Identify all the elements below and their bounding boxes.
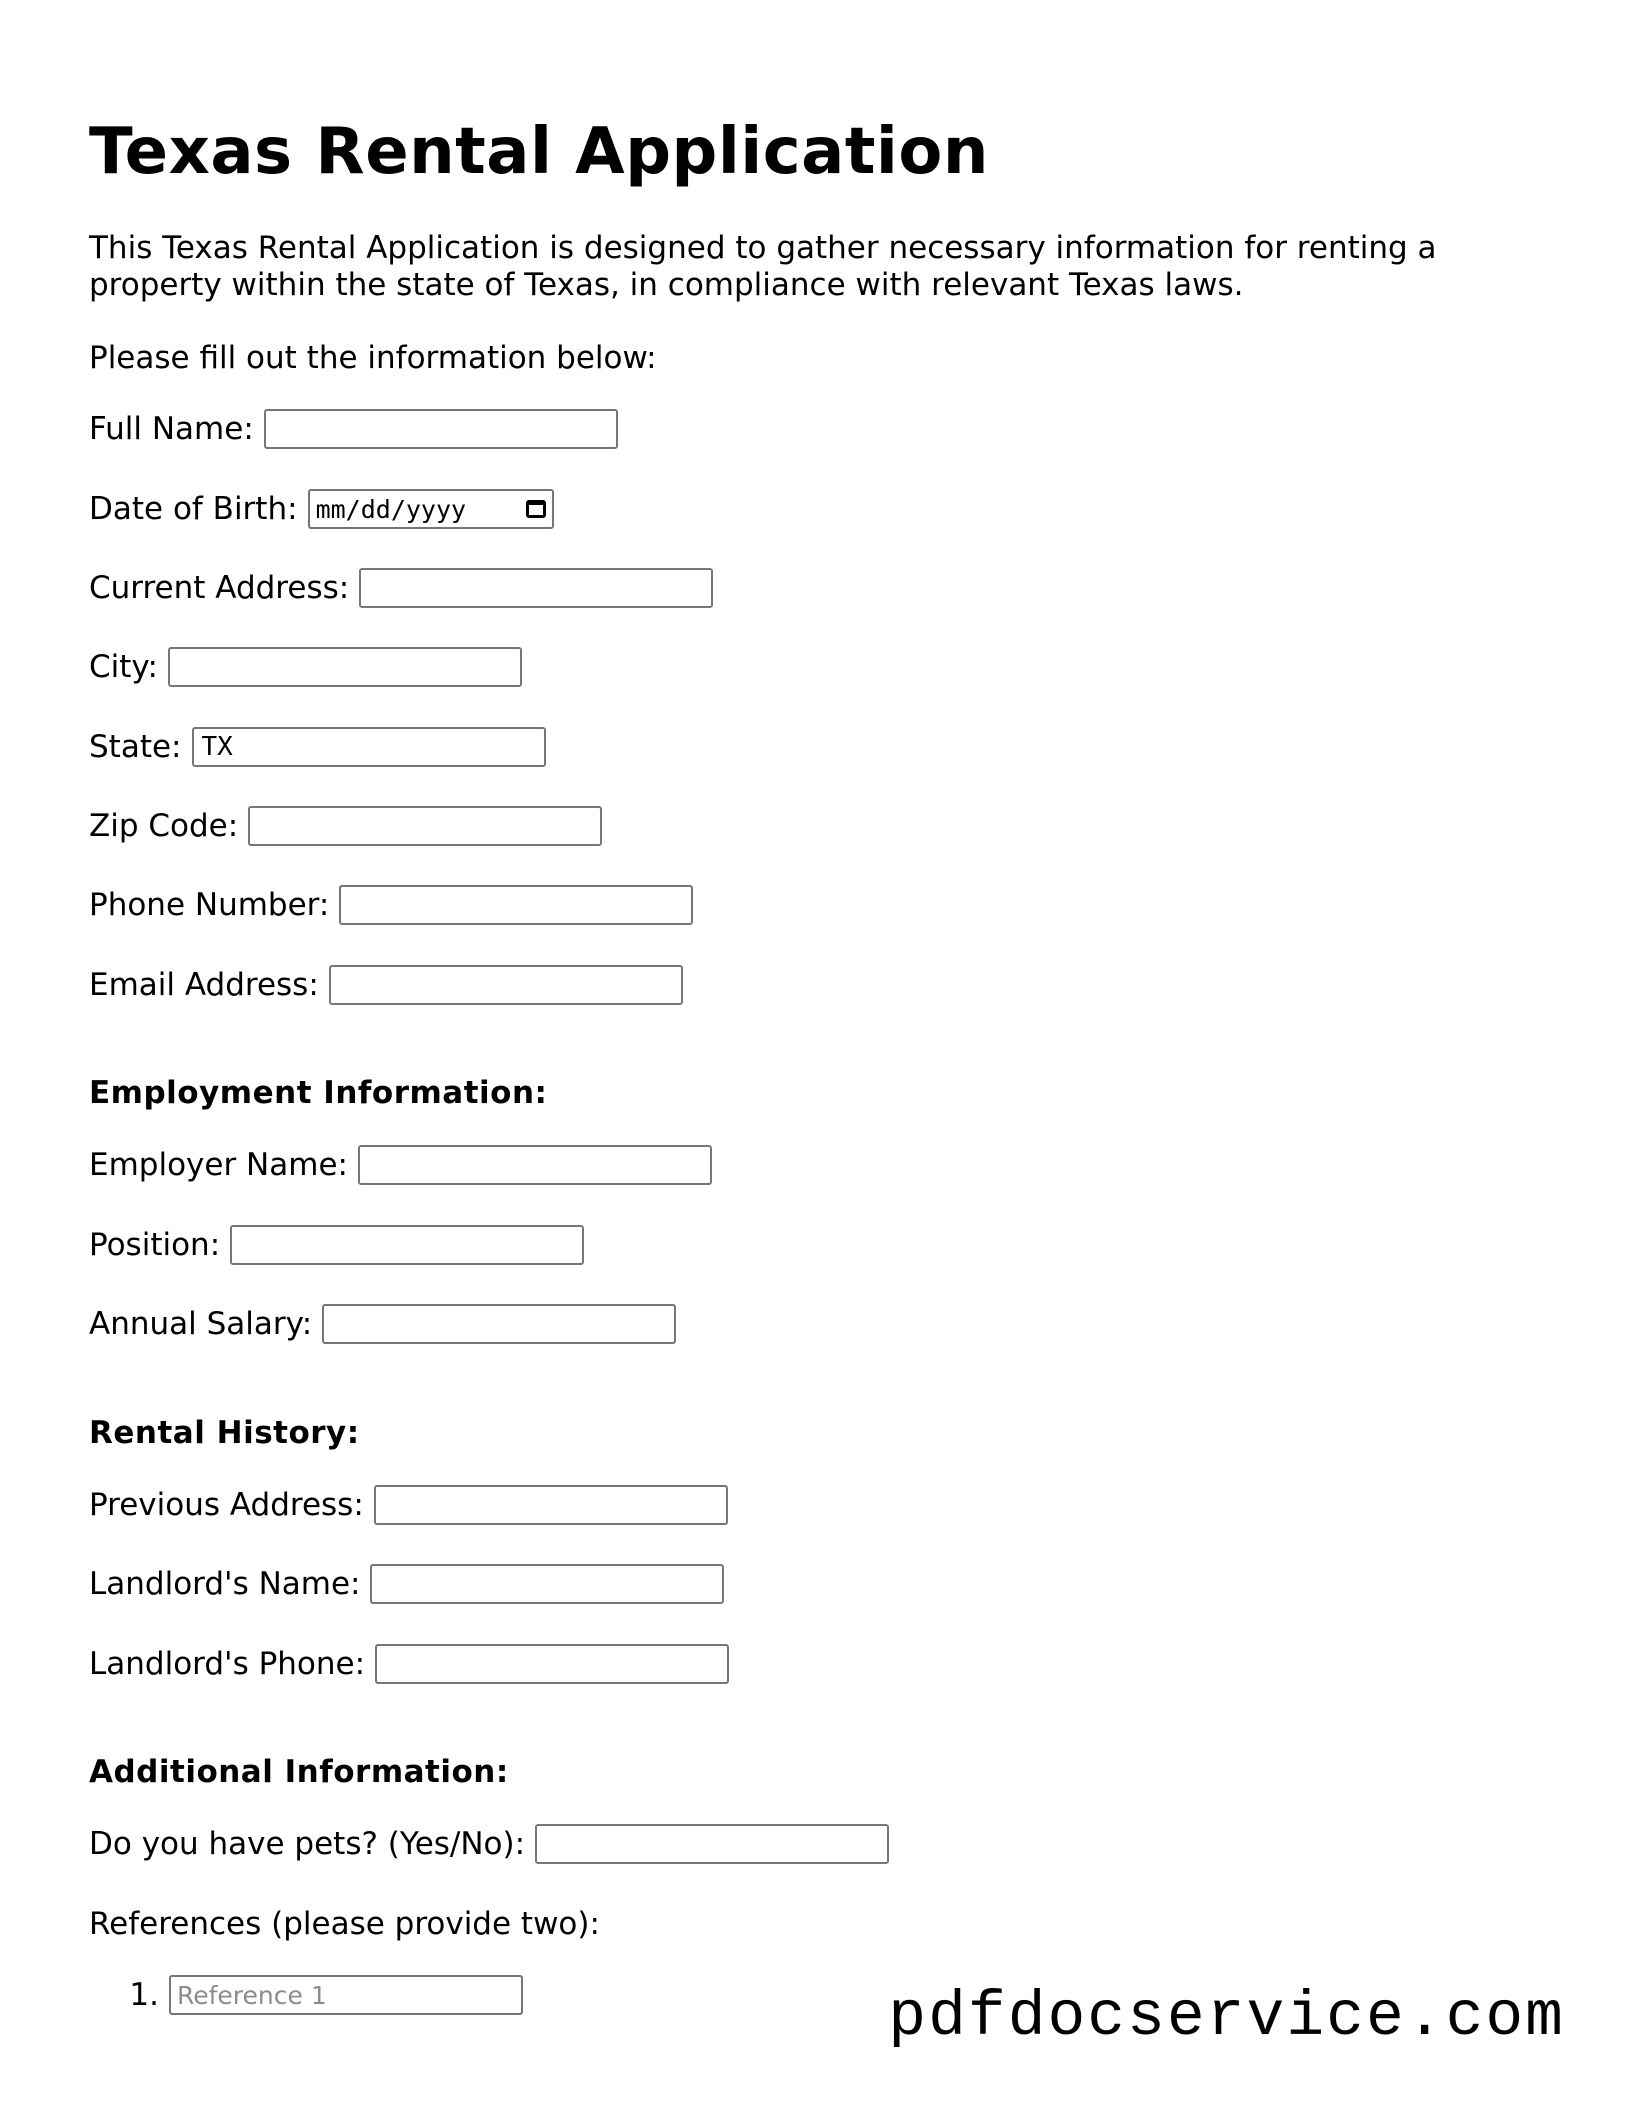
current-address-row (89, 566, 713, 610)
zip-code-row (89, 804, 602, 848)
landlord-name-label: Landlord's Name: (89, 1565, 361, 1602)
landlord-name-input[interactable] (370, 1564, 724, 1604)
full-name-input[interactable] (264, 409, 618, 449)
annual-salary-label: Annual Salary: (89, 1305, 313, 1342)
reference-1-input[interactable] (169, 1975, 523, 2015)
employment-heading: Employment Information: (89, 1075, 548, 1111)
additional-info-heading: Additional Information: (89, 1754, 509, 1790)
full-name-row (89, 407, 618, 451)
employer-name-row (89, 1143, 712, 1187)
calendar-icon[interactable] (526, 500, 546, 518)
annual-salary-row (89, 1302, 676, 1346)
landlord-phone-label: Landlord's Phone: (89, 1645, 366, 1682)
page-title: Texas Rental Application (89, 115, 989, 189)
employer-name-label: Employer Name: (89, 1146, 348, 1183)
date-of-birth-input[interactable] (308, 489, 554, 529)
phone-number-input[interactable] (339, 885, 693, 925)
date-of-birth-label: Date of Birth: (89, 490, 298, 527)
pets-row (89, 1822, 889, 1866)
previous-address-input[interactable] (374, 1485, 728, 1525)
references-list (89, 1975, 523, 2015)
state-row (89, 725, 546, 769)
pets-label: Do you have pets? (Yes/No): (89, 1825, 526, 1862)
position-input[interactable] (230, 1225, 584, 1265)
landlord-name-row (89, 1562, 724, 1606)
pets-input[interactable] (535, 1824, 889, 1864)
reference-number: 1. (129, 1977, 159, 2013)
rental-history-heading: Rental History: (89, 1415, 360, 1451)
intro-paragraph: This Texas Rental Application is designed to gather necessary information for renting a property within the state of Texas, in compliance with relevant Texas laws. (89, 230, 1437, 303)
state-label: State: (89, 728, 182, 765)
previous-address-label: Previous Address: (89, 1486, 364, 1523)
references-row (89, 1902, 610, 1946)
position-row (89, 1223, 584, 1267)
state-input[interactable] (192, 727, 546, 767)
current-address-input[interactable] (359, 568, 713, 608)
email-address-label: Email Address: (89, 966, 319, 1003)
previous-address-row (89, 1483, 728, 1527)
date-of-birth-placeholder: mm/dd/yyyy (315, 494, 467, 524)
full-name-label: Full Name: (89, 410, 254, 447)
phone-number-label: Phone Number: (89, 886, 330, 923)
landlord-phone-row (89, 1642, 729, 1686)
date-of-birth-row (89, 487, 554, 531)
city-label: City: (89, 648, 158, 685)
phone-number-row (89, 883, 693, 927)
email-address-input[interactable] (329, 965, 683, 1005)
watermark: pdfdocservice.com (888, 1982, 1565, 2053)
position-label: Position: (89, 1226, 221, 1263)
employer-name-input[interactable] (358, 1145, 712, 1185)
email-address-row (89, 963, 683, 1007)
zip-code-input[interactable] (248, 806, 602, 846)
annual-salary-input[interactable] (322, 1304, 676, 1344)
references-label: References (please provide two): (89, 1905, 600, 1942)
city-row (89, 645, 522, 689)
fill-out-prompt: Please fill out the information below: (89, 340, 657, 376)
zip-code-label: Zip Code: (89, 807, 239, 844)
city-input[interactable] (168, 647, 522, 687)
landlord-phone-input[interactable] (375, 1644, 729, 1684)
current-address-label: Current Address: (89, 569, 350, 606)
